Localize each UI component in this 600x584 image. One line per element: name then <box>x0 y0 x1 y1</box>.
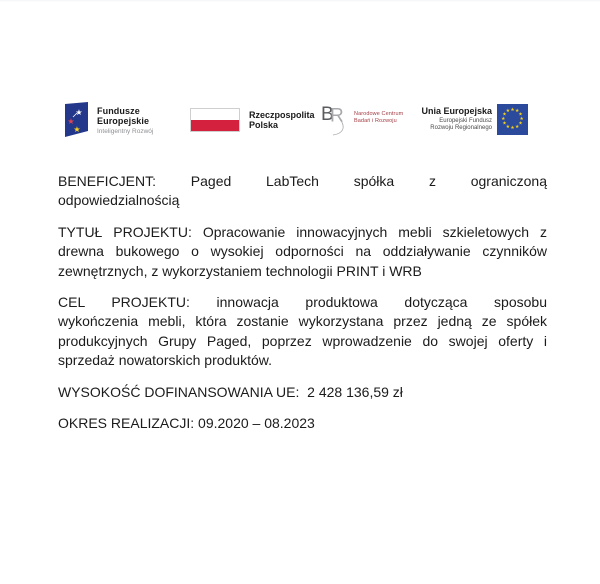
poland-flag-icon <box>190 108 240 132</box>
text-line: wykończenia mebli, która zostanie wykorzystana przez jedną ze spółek <box>58 313 547 330</box>
text-line: CEL PROJEKTU: innowacja produktowa dotycząca sposobu <box>58 294 547 311</box>
eu-fund-line2: Rozwoju Regionalnego <box>430 125 492 131</box>
paragraph-wysokosc-dofinansowania <box>58 383 547 402</box>
ncbr-monogram-icon <box>321 104 351 136</box>
text-line: OKRES REALIZACJI: 09.2020 – 08.2023 <box>58 415 315 432</box>
logo-fundusze-europejskie <box>64 102 153 139</box>
svg-text:★: ★ <box>502 112 507 118</box>
svg-text:B: B <box>321 104 334 125</box>
text-line: produkcyjnych Grupy Paged, poprzez wprowadzenie do swojej oferty i <box>58 332 547 349</box>
eu-flag-icon <box>497 104 528 135</box>
logo-ncbr <box>321 104 403 136</box>
svg-text:★: ★ <box>67 117 75 126</box>
pl-name-line1: Rzeczpospolita <box>249 110 315 120</box>
svg-text:★: ★ <box>514 124 520 130</box>
paragraph-okres-realizacji <box>58 414 547 433</box>
ncbr-name-line1: Narodowe Centrum <box>354 111 404 117</box>
svg-text:★: ★ <box>505 124 511 130</box>
paragraph-cel-projektu <box>58 293 547 371</box>
svg-text:★: ★ <box>505 109 511 115</box>
text-block <box>58 172 547 433</box>
text-line: BENEFICJENT: Paged LabTech spółka z ograniczoną <box>58 173 547 189</box>
page-top-edge <box>0 0 600 2</box>
svg-text:R: R <box>330 105 344 127</box>
svg-text:★: ★ <box>502 121 507 127</box>
paragraph-tytul-projektu <box>58 223 547 281</box>
svg-text:★: ★ <box>519 117 524 122</box>
logo-unia-europejska <box>414 104 528 135</box>
svg-text:★: ★ <box>75 108 83 117</box>
text-line: odpowiedzialnością <box>58 192 180 209</box>
text-line: zewnętrznych, z wykorzystaniem technologii PRINT i WRB <box>58 262 422 279</box>
text-line: TYTUŁ PROJEKTU: Opracowanie innowacyjnych mebli szkieletowych z <box>58 223 547 240</box>
svg-text:★: ★ <box>518 112 523 118</box>
fe-program-name: Inteligentny Rozwój <box>97 128 154 135</box>
text-line: drewna bukowego o wysokiej odporności na oddziaływanie czynników <box>58 243 547 260</box>
fe-name-line1: Fundusze <box>97 106 140 116</box>
svg-text:★: ★ <box>518 121 523 127</box>
svg-text:★: ★ <box>510 107 515 113</box>
fe-flag-icon <box>64 102 90 139</box>
logo-rzeczpospolita-polska <box>190 108 315 132</box>
svg-text:★: ★ <box>514 109 520 115</box>
text-line: sprzedaż nowatorskich produktów. <box>58 352 272 369</box>
svg-text:★: ★ <box>510 126 515 132</box>
eu-fund-line1: Europejski Fundusz <box>439 118 492 124</box>
text-line: WYSOKOŚĆ DOFINANSOWANIA UE: 2 428 136,59 zł <box>58 383 403 400</box>
svg-text:★: ★ <box>73 125 81 134</box>
pl-name-line2: Polska <box>249 120 279 130</box>
fe-name-line2: Europejskie <box>97 116 150 126</box>
paragraph-beneficjent <box>58 172 547 211</box>
ncbr-name-line2: Badań i Rozwoju <box>354 117 397 124</box>
svg-text:★: ★ <box>501 117 506 122</box>
eu-name: Unia Europejska <box>421 106 492 116</box>
